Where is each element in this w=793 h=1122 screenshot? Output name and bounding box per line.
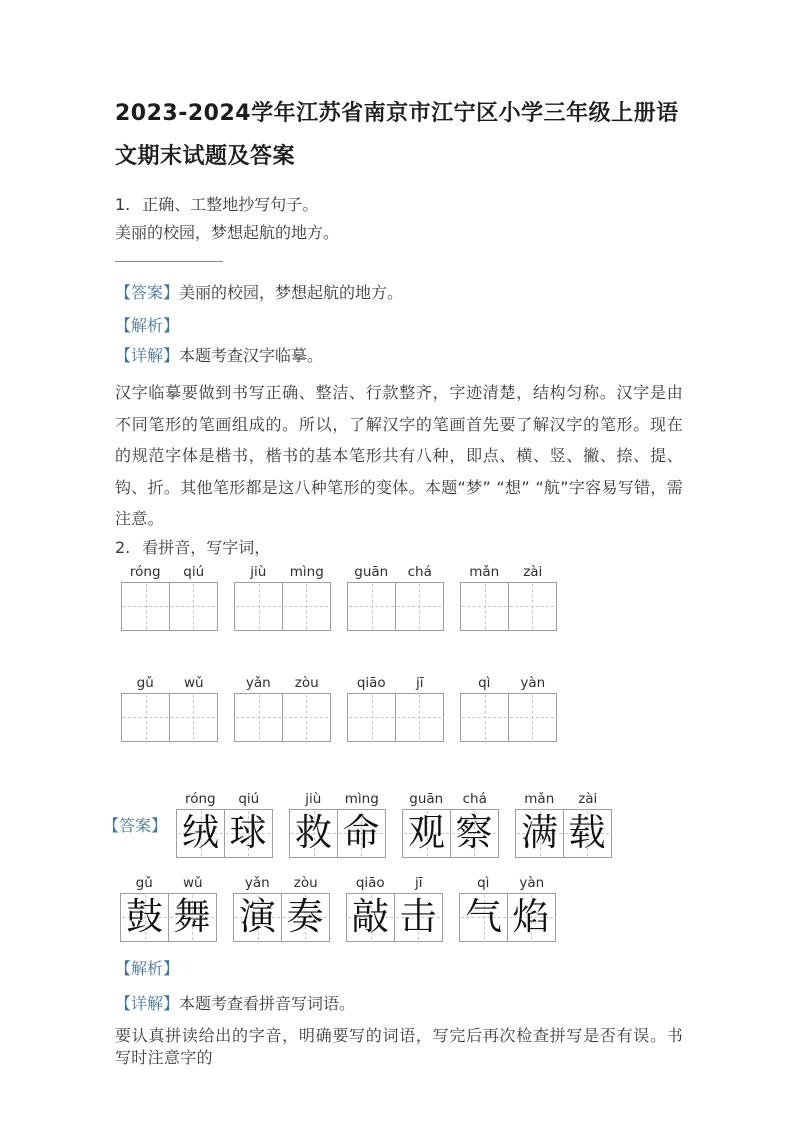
pinyin-syllable: jī <box>414 874 423 891</box>
pinyin-labels <box>346 876 443 893</box>
pinyin-labels <box>234 676 331 693</box>
analysis-label: 【解析】 <box>115 316 180 335</box>
answer-char-cell <box>403 810 450 857</box>
pinyin-labels <box>121 676 218 693</box>
answer-char-cell <box>121 894 168 941</box>
detail-label: 【详解】 <box>115 993 180 1013</box>
answer-character: 载 <box>568 810 606 854</box>
answer-char-cell <box>234 894 281 941</box>
question-1-answer-text: 美丽的校园，梦想起航的地方。 <box>179 283 404 302</box>
answer-label: 【答案】 <box>115 283 180 302</box>
answer-word-group <box>402 792 499 858</box>
answer-character: 绒 <box>182 810 220 854</box>
pinyin-labels <box>460 565 557 582</box>
answer-char-cell <box>224 810 271 857</box>
answer-word-group <box>176 792 273 858</box>
writing-cell <box>508 694 555 741</box>
writing-cell <box>508 583 555 630</box>
answer-char-cell <box>168 894 215 941</box>
pinyin-labels <box>289 792 386 809</box>
pinyin-labels <box>402 792 499 809</box>
pinyin-word-group <box>121 565 218 631</box>
question-2-answer-row-1 <box>103 792 683 858</box>
writing-box <box>121 693 218 742</box>
answer-word-group <box>233 876 330 942</box>
writing-box <box>347 693 444 742</box>
question-1-answer <box>115 282 683 304</box>
pinyin-syllable: wǔ <box>182 874 203 891</box>
writing-box <box>234 693 331 742</box>
writing-cell <box>461 694 508 741</box>
writing-box <box>233 893 330 942</box>
question-2-stem <box>115 537 683 559</box>
writing-box <box>459 893 556 942</box>
writing-box <box>515 809 612 858</box>
pinyin-word-group <box>460 565 557 631</box>
answer-character: 观 <box>408 810 446 854</box>
question-1-stem <box>115 194 683 216</box>
detail-label: 【详解】 <box>115 346 180 365</box>
pinyin-word-group <box>347 565 444 631</box>
question-2-explanation: 要认真拼读给出的字音，明确要写的词语，写完后再次检查拼写是否有误。书写时注意字的 <box>115 1025 683 1067</box>
question-1-detail <box>115 345 683 367</box>
pinyin-syllable: mìng <box>289 563 324 580</box>
analysis-label: 【解析】 <box>115 958 180 978</box>
question-2-detail <box>115 993 683 1015</box>
pinyin-grid-row-1 <box>121 565 683 631</box>
answer-character: 焰 <box>512 894 550 938</box>
writing-cell <box>282 694 329 741</box>
answer-char-cell <box>460 894 507 941</box>
pinyin-syllable: qì <box>478 674 491 691</box>
pinyin-syllable: gǔ <box>135 874 153 891</box>
pinyin-syllable: wǔ <box>183 674 204 691</box>
answer-char-cell <box>563 810 610 857</box>
pinyin-word-group <box>460 676 557 742</box>
answer-char-cell <box>281 894 328 941</box>
pinyin-syllable: guān <box>354 563 389 580</box>
pinyin-syllable: mǎn <box>524 790 555 807</box>
answer-char-cell <box>450 810 497 857</box>
question-1-detail-text: 本题考查汉字临摹。 <box>179 346 324 365</box>
answer-character: 演 <box>239 894 276 938</box>
answer-character: 舞 <box>173 894 211 938</box>
answer-character: 满 <box>521 810 559 854</box>
answer-word-group <box>515 792 612 858</box>
answer-blank-line <box>115 261 223 262</box>
writing-cell <box>235 694 282 741</box>
pinyin-syllable: yàn <box>520 674 546 691</box>
pinyin-word-group <box>234 676 331 742</box>
pinyin-syllable: mǎn <box>469 563 500 580</box>
pinyin-word-group <box>347 676 444 742</box>
pinyin-word-group <box>121 676 218 742</box>
answer-word-group <box>120 876 217 942</box>
pinyin-syllable: chá <box>407 563 432 580</box>
pinyin-syllable: yǎn <box>245 674 271 691</box>
answer-char-cell <box>347 894 394 941</box>
pinyin-syllable: mìng <box>344 790 379 807</box>
answer-word-group <box>346 876 443 942</box>
pinyin-labels <box>515 792 612 809</box>
question-1-explanation: 汉字临摹要做到书写正确、整洁、行款整齐，字迹清楚，结构匀称。汉字是由不同笔形的笔画组成的。所以，了解汉字的笔画首先要了解汉字的笔形。现在的规范字体是楷书，楷书的基本笔形共有八种，即点、横、竖、撇、捺、提、钩、折。其他笔形都是这八种笔形的变体。本题“梦” “想” “航”字容易写错，需注意。 <box>115 383 683 528</box>
pinyin-labels <box>176 792 273 809</box>
writing-cell <box>461 583 508 630</box>
answer-character: 球 <box>229 810 267 854</box>
answer-character: 救 <box>295 810 333 854</box>
page-title: 2023-2024学年江苏省南京市江宁区小学三年级上册语文期末试题及答案 <box>115 101 679 169</box>
writing-cell <box>122 694 169 741</box>
answer-char-cell <box>394 894 441 941</box>
pinyin-syllable: róng <box>184 790 216 807</box>
writing-cell <box>122 583 169 630</box>
writing-box <box>346 893 443 942</box>
writing-box <box>289 809 386 858</box>
answer-char-cell <box>516 810 563 857</box>
writing-box <box>460 693 557 742</box>
pinyin-labels <box>347 676 444 693</box>
pinyin-syllable: qiú <box>238 790 260 807</box>
answer-character: 奏 <box>286 894 324 938</box>
pinyin-syllable: jiù <box>250 563 267 580</box>
answer-character: 击 <box>399 894 437 938</box>
writing-cell <box>395 583 442 630</box>
answer-char-cell <box>337 810 384 857</box>
question-2-number: 2. <box>115 537 131 557</box>
writing-box <box>460 582 557 631</box>
writing-box <box>347 582 444 631</box>
question-1-number: 1. <box>115 195 131 214</box>
pinyin-syllable: guān <box>409 790 444 807</box>
answer-groups <box>176 792 612 858</box>
answer-word-group <box>289 792 386 858</box>
pinyin-labels <box>460 676 557 693</box>
answer-char-cell <box>177 810 224 857</box>
pinyin-syllable: jiù <box>305 790 322 807</box>
writing-cell <box>395 694 442 741</box>
question-2-answer-row-2 <box>120 876 683 942</box>
answer-label: 【答案】 <box>103 816 168 835</box>
pinyin-syllable: qiāo <box>355 874 385 891</box>
question-2-detail-text: 本题考查看拼音写词语。 <box>179 993 356 1013</box>
pinyin-syllable: gǔ <box>136 674 154 691</box>
pinyin-syllable: qiāo <box>356 674 386 691</box>
writing-cell <box>169 694 216 741</box>
pinyin-syllable: zài <box>578 790 598 807</box>
pinyin-syllable: zài <box>523 563 543 580</box>
pinyin-word-group <box>234 565 331 631</box>
pinyin-syllable: yǎn <box>244 874 270 891</box>
answer-word-group <box>459 876 556 942</box>
pinyin-labels <box>459 876 556 893</box>
pinyin-labels <box>121 565 218 582</box>
pinyin-syllable: jī <box>415 674 424 691</box>
writing-box <box>234 582 331 631</box>
answer-character: 敲 <box>352 894 389 938</box>
writing-cell <box>235 583 282 630</box>
answer-character: 察 <box>455 810 493 854</box>
pinyin-labels <box>234 565 331 582</box>
pinyin-syllable: zòu <box>293 874 318 891</box>
pinyin-syllable: zòu <box>294 674 319 691</box>
pinyin-syllable: yàn <box>519 874 545 891</box>
answer-char-cell <box>507 894 554 941</box>
answer-character: 命 <box>342 810 380 854</box>
pinyin-syllable: chá <box>462 790 487 807</box>
pinyin-grid-row-2 <box>121 676 683 742</box>
answer-character: 气 <box>465 894 502 938</box>
writing-cell <box>282 583 329 630</box>
pinyin-labels <box>233 876 330 893</box>
writing-box <box>176 809 273 858</box>
question-2-stem-text: 看拼音，写字词， <box>142 537 271 557</box>
pinyin-syllable: qiú <box>183 563 205 580</box>
writing-cell <box>348 694 395 741</box>
pinyin-labels <box>120 876 217 893</box>
pinyin-syllable: qì <box>477 874 490 891</box>
answer-character: 鼓 <box>126 894 163 938</box>
writing-box <box>120 893 217 942</box>
pinyin-syllable: róng <box>129 563 161 580</box>
pinyin-labels <box>347 565 444 582</box>
answer-char-cell <box>290 810 337 857</box>
question-1-stem-text: 正确、工整地抄写句子。 <box>142 195 319 214</box>
writing-box <box>402 809 499 858</box>
question-1-sentence: 美丽的校园，梦想起航的地方。 <box>115 223 340 242</box>
writing-cell <box>169 583 216 630</box>
writing-cell <box>348 583 395 630</box>
writing-box <box>121 582 218 631</box>
